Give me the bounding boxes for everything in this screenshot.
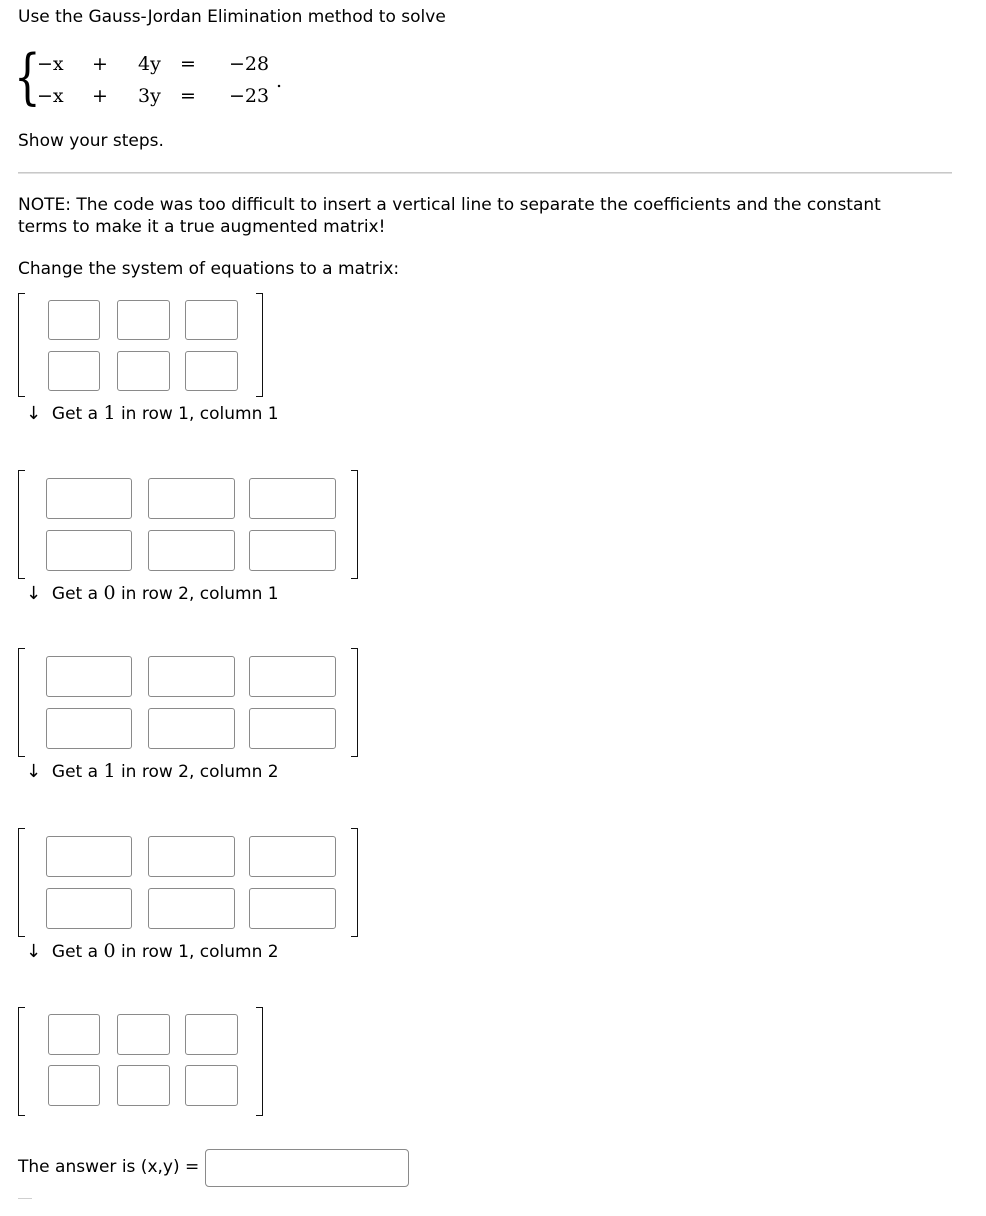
eq1-rhs: −28 <box>229 53 270 75</box>
eq1-y-term: 4y <box>138 53 161 75</box>
change-to-matrix-text: Change the system of equations to a matrix: <box>18 259 400 279</box>
matrix-1-r1c3-input[interactable] <box>185 300 238 340</box>
eq2-equals: = <box>180 85 196 107</box>
left-bracket <box>18 293 25 397</box>
matrix-3-r1c3-input[interactable] <box>249 656 336 697</box>
step-3-label: ↓ Get a 1 in row 2, column 2 <box>26 760 279 782</box>
matrix-1-r2c2-input[interactable] <box>117 351 170 391</box>
matrix-3-r2c1-input[interactable] <box>46 708 132 749</box>
left-brace: { <box>14 42 41 112</box>
step-1-label: ↓ Get a 1 in row 1, column 1 <box>26 402 279 424</box>
matrix-4-r2c3-input[interactable] <box>249 888 336 929</box>
matrix-2-r2c2-input[interactable] <box>148 530 235 571</box>
down-arrow-icon: ↓ <box>26 761 42 782</box>
matrix-4-r1c1-input[interactable] <box>46 836 132 877</box>
matrix-1-r1c1-input[interactable] <box>48 300 100 340</box>
matrix-5-r1c1-input[interactable] <box>48 1014 100 1055</box>
matrix-1-r2c1-input[interactable] <box>48 351 100 391</box>
matrix-2-r2c1-input[interactable] <box>46 530 132 571</box>
right-bracket <box>351 470 358 579</box>
eq1-plus: + <box>92 53 108 75</box>
eq2-rhs: −23 <box>229 85 270 107</box>
matrix-2-r1c2-input[interactable] <box>148 478 235 519</box>
matrix-5-r1c2-input[interactable] <box>117 1014 170 1055</box>
matrix-4-r2c1-input[interactable] <box>46 888 132 929</box>
left-bracket <box>18 1007 25 1116</box>
down-arrow-icon: ↓ <box>26 403 42 424</box>
step-4-label: ↓ Get a 0 in row 1, column 2 <box>26 940 279 962</box>
note-line-2: terms to make it a true augmented matrix! <box>18 217 386 237</box>
matrix-1-r1c2-input[interactable] <box>117 300 170 340</box>
eq2-y-term: 3y <box>138 85 161 107</box>
note-line-1: NOTE: The code was too difficult to insert a vertical line to separate the coefficients and the constant <box>18 195 881 215</box>
left-bracket <box>18 470 25 579</box>
down-arrow-icon: ↓ <box>26 583 42 604</box>
matrix-4-r1c3-input[interactable] <box>249 836 336 877</box>
matrix-2-r1c3-input[interactable] <box>249 478 336 519</box>
answer-label: The answer is (x,y) = <box>18 1157 200 1177</box>
matrix-5-r2c1-input[interactable] <box>48 1065 100 1106</box>
matrix-3-r2c3-input[interactable] <box>249 708 336 749</box>
matrix-3-r2c2-input[interactable] <box>148 708 235 749</box>
matrix-5-r2c2-input[interactable] <box>117 1065 170 1106</box>
matrix-2-r1c1-input[interactable] <box>46 478 132 519</box>
show-steps-text: Show your steps. <box>18 131 164 151</box>
right-bracket <box>256 293 263 397</box>
matrix-1-r2c3-input[interactable] <box>185 351 238 391</box>
answer-input[interactable] <box>205 1149 409 1187</box>
eq2-x-term: −x <box>37 85 64 107</box>
separator-line <box>18 172 952 174</box>
question-prompt: Use the Gauss-Jordan Elimination method to solve <box>18 7 446 27</box>
right-bracket <box>351 828 358 937</box>
eq2-plus: + <box>92 85 108 107</box>
left-bracket <box>18 828 25 937</box>
footer-divider <box>18 1198 32 1199</box>
matrix-3-r1c1-input[interactable] <box>46 656 132 697</box>
left-bracket <box>18 648 25 757</box>
right-bracket <box>351 648 358 757</box>
system-period: . <box>276 70 283 92</box>
eq1-equals: = <box>180 53 196 75</box>
matrix-2-r2c3-input[interactable] <box>249 530 336 571</box>
right-bracket <box>256 1007 263 1116</box>
matrix-5-r2c3-input[interactable] <box>185 1065 238 1106</box>
matrix-3-r1c2-input[interactable] <box>148 656 235 697</box>
matrix-4-r1c2-input[interactable] <box>148 836 235 877</box>
down-arrow-icon: ↓ <box>26 941 42 962</box>
matrix-4-r2c2-input[interactable] <box>148 888 235 929</box>
step-2-label: ↓ Get a 0 in row 2, column 1 <box>26 582 279 604</box>
eq1-x-term: −x <box>37 53 64 75</box>
matrix-5-r1c3-input[interactable] <box>185 1014 238 1055</box>
